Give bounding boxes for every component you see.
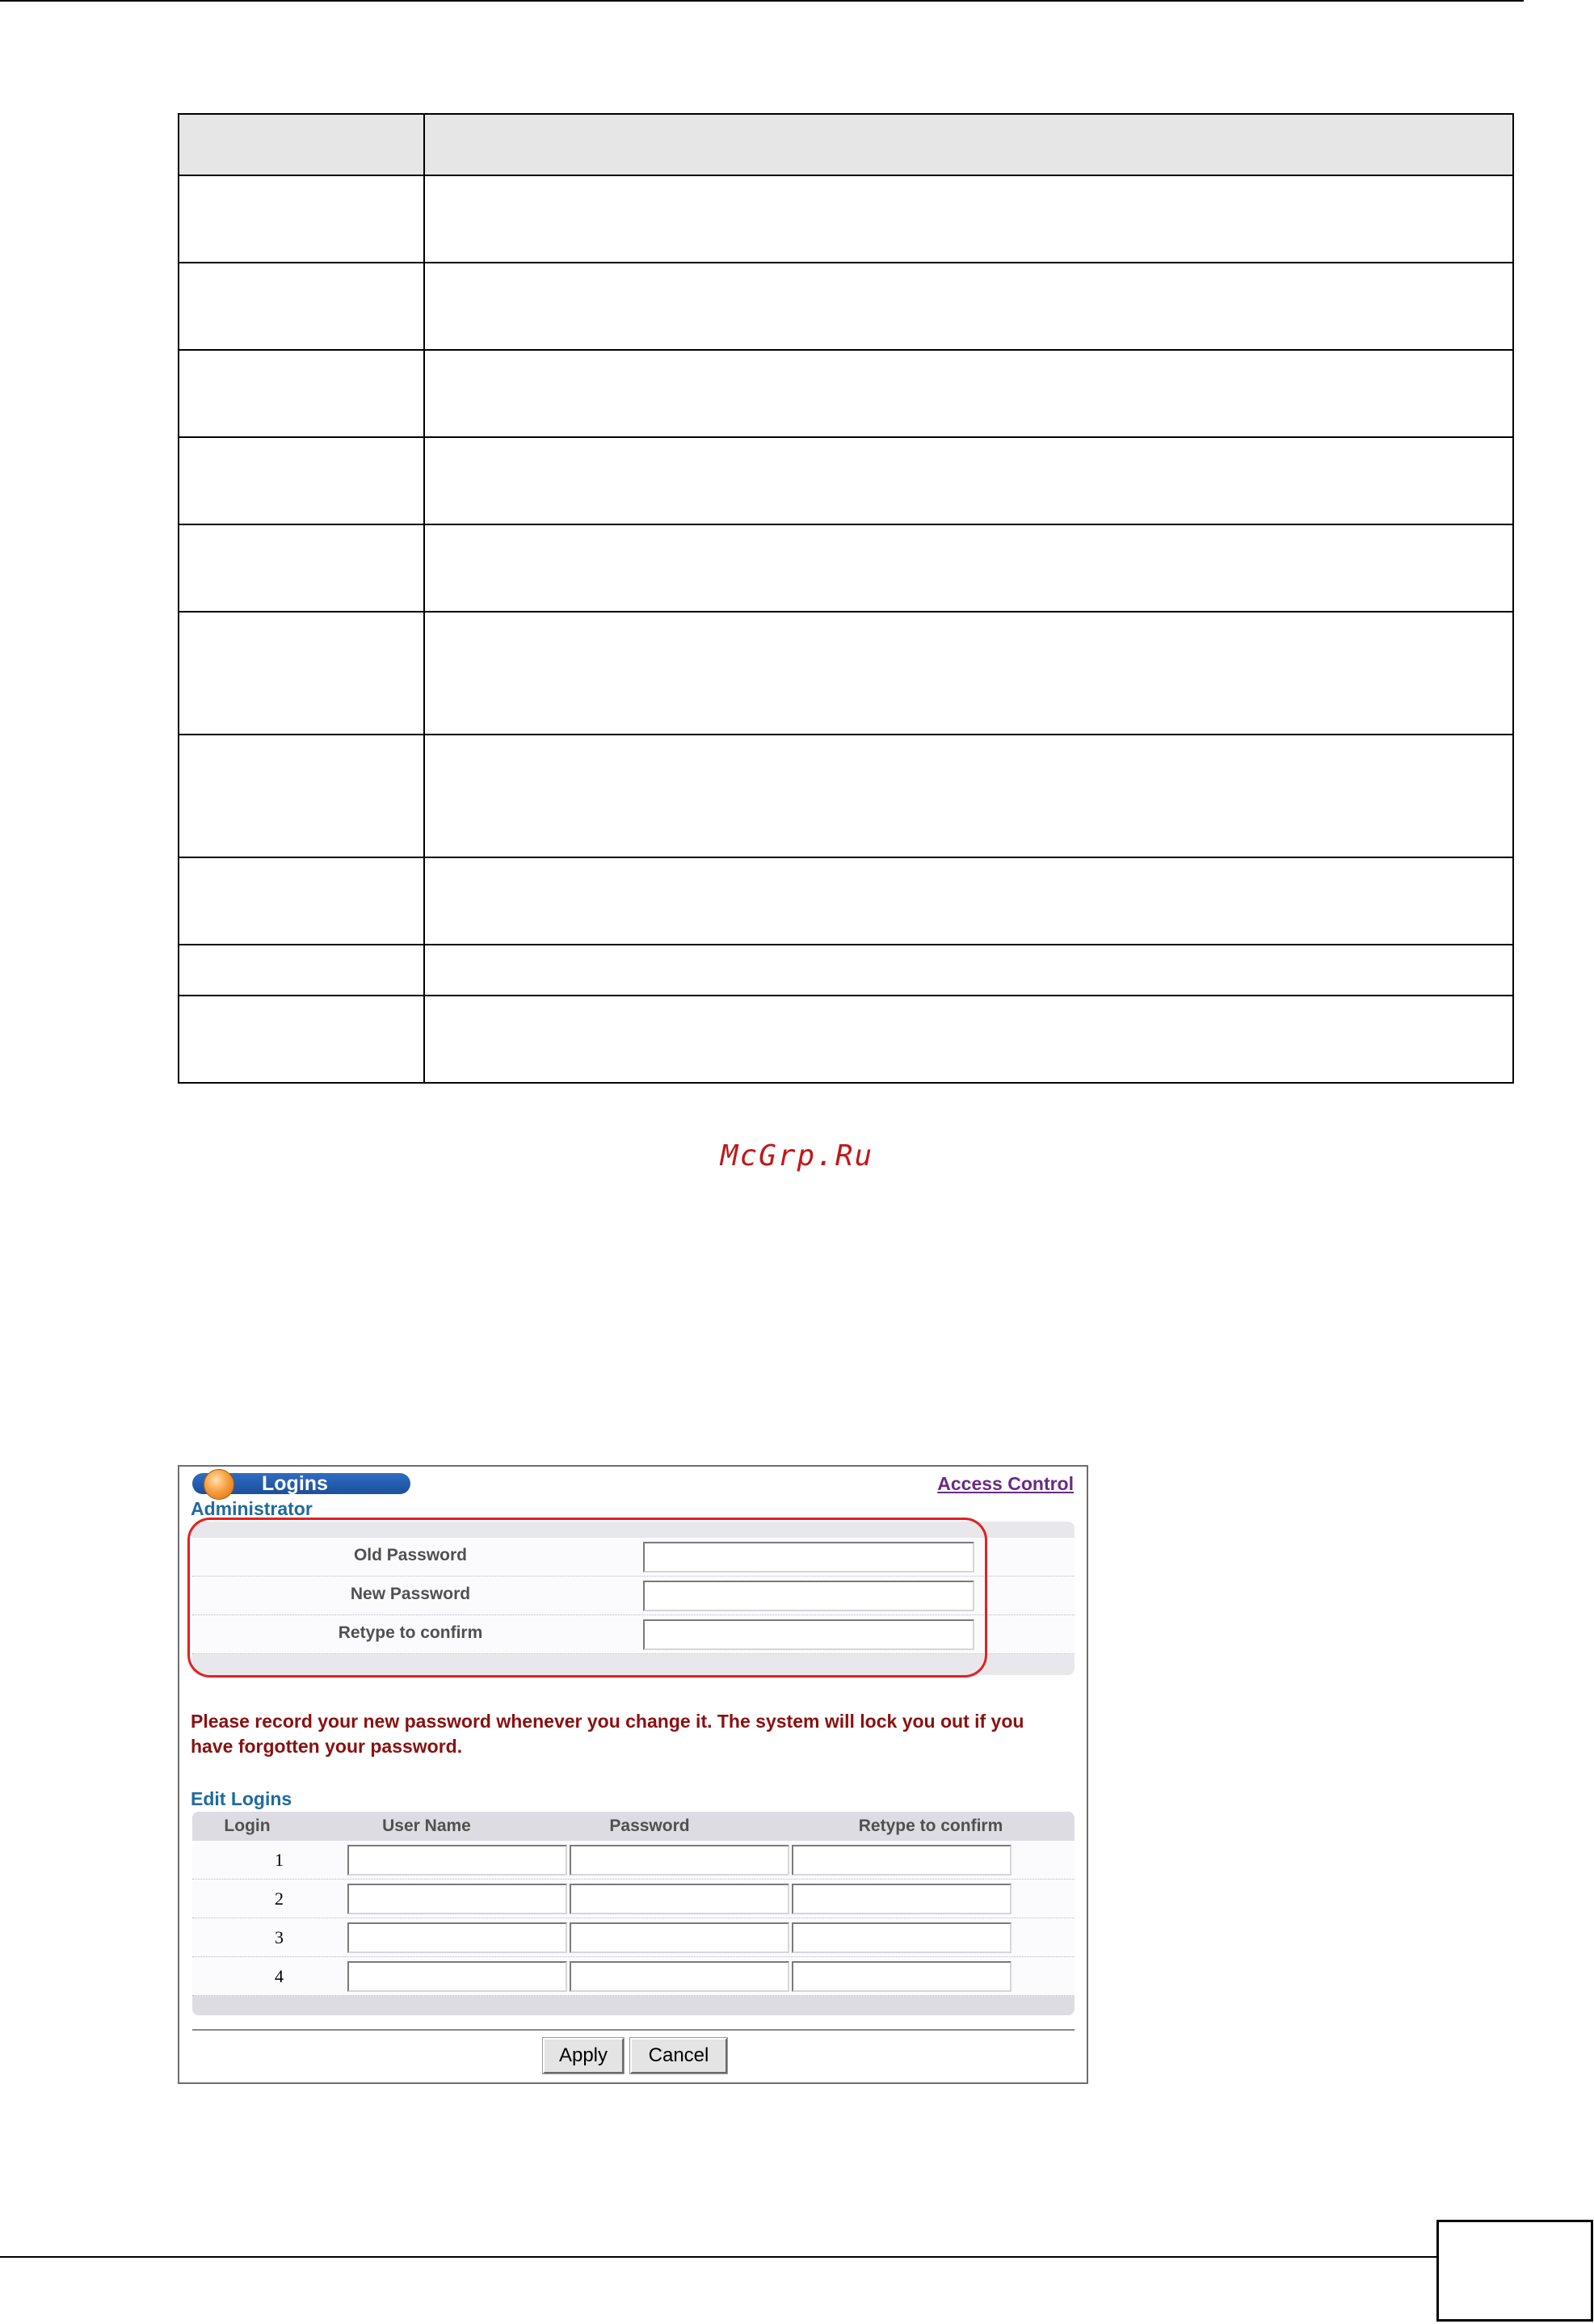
table-row — [179, 857, 1513, 945]
retype-field[interactable] — [792, 1884, 1011, 1914]
password-field[interactable] — [570, 1884, 789, 1914]
user-name-field[interactable] — [347, 1922, 567, 1953]
password-warning: Please record your new password whenever you change it. The system will lock you out if you have forgotten your password. — [191, 1711, 1024, 1757]
table-row — [192, 1841, 1075, 1880]
password-field[interactable] — [570, 1922, 789, 1953]
footer-rule — [0, 2256, 1438, 2258]
table-header-row — [179, 114, 1513, 175]
table-row — [192, 1918, 1075, 1957]
retype-field[interactable] — [792, 1845, 1011, 1876]
description-table — [178, 113, 1514, 1084]
old-password-label: Old Password — [353, 1546, 468, 1564]
new-password-field[interactable] — [643, 1581, 974, 1611]
logins-screenshot — [178, 1465, 1088, 2084]
column-password: Password — [609, 1817, 690, 1835]
orange-orb-icon — [204, 1469, 234, 1500]
old-password-field[interactable] — [643, 1542, 974, 1572]
apply-button[interactable]: Apply — [543, 2038, 624, 2073]
page-number-box — [1436, 2220, 1593, 2322]
top-rule — [0, 0, 1524, 2]
retype-field[interactable] — [792, 1922, 1011, 1953]
table-row — [179, 524, 1513, 612]
screen-title: Logins — [262, 1472, 328, 1495]
table-row — [192, 1957, 1075, 1996]
divider — [192, 2029, 1075, 2031]
login-number: 2 — [275, 1888, 284, 1909]
table-row — [179, 612, 1513, 735]
table-row — [179, 437, 1513, 524]
old-password-row — [192, 1538, 1075, 1577]
password-field[interactable] — [570, 1961, 789, 1992]
table-row — [179, 996, 1513, 1083]
column-user-name: User Name — [382, 1817, 471, 1835]
user-name-field[interactable] — [347, 1884, 567, 1914]
new-password-row — [192, 1577, 1075, 1615]
administrator-label: Administrator — [191, 1498, 313, 1519]
edit-logins-footer — [192, 1996, 1075, 2015]
login-number: 1 — [275, 1850, 284, 1870]
table-row — [192, 1880, 1075, 1918]
retype-password-row — [192, 1615, 1075, 1654]
login-number: 4 — [275, 1966, 284, 1986]
retype-field[interactable] — [792, 1961, 1011, 1992]
cancel-button[interactable]: Cancel — [630, 2038, 727, 2073]
table-row — [179, 945, 1513, 996]
watermark: McGrp.Ru — [720, 1139, 874, 1173]
password-field[interactable] — [570, 1845, 789, 1876]
user-name-field[interactable] — [347, 1961, 567, 1992]
new-password-label: New Password — [350, 1585, 471, 1603]
edit-logins-header — [192, 1812, 1075, 1841]
table-row — [179, 263, 1513, 350]
retype-password-field[interactable] — [643, 1619, 974, 1650]
edit-logins-label: Edit Logins — [191, 1788, 292, 1809]
column-login: Login — [224, 1817, 271, 1835]
table-row — [179, 735, 1513, 857]
access-control-link[interactable]: Access Control — [937, 1473, 1074, 1494]
login-number: 3 — [275, 1927, 284, 1947]
table-row — [179, 350, 1513, 437]
retype-password-label: Retype to confirm — [338, 1623, 483, 1642]
table-row — [179, 175, 1513, 263]
column-retype: Retype to confirm — [858, 1817, 1003, 1835]
user-name-field[interactable] — [347, 1845, 567, 1876]
